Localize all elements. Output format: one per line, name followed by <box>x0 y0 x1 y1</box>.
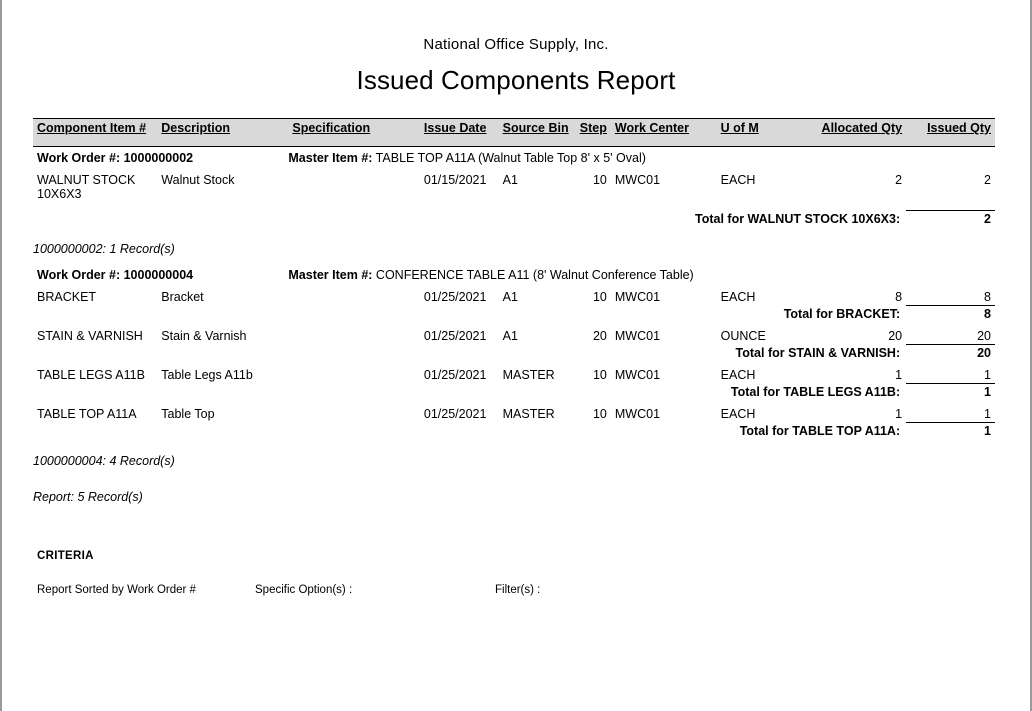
cell-issued-qty: 1 <box>984 368 991 382</box>
criteria-filters: Filter(s) : <box>495 584 541 596</box>
cell-issue-date: 01/25/2021 <box>423 329 487 343</box>
table-row <box>33 362 995 384</box>
work-order-label: Work Order #: 1000000004 <box>37 268 194 282</box>
cell-source-bin: MASTER <box>502 407 555 421</box>
cell-description: Table Legs A11b <box>161 368 253 382</box>
cell-allocated-qty: 8 <box>895 290 903 304</box>
cell-source-bin: MASTER <box>502 368 555 382</box>
total-label: Total for TABLE TOP A11A: <box>739 423 901 438</box>
column-header-specification: Specification <box>288 119 413 147</box>
cell-description: Table Top <box>161 407 215 421</box>
work-order-label: Work Order #: 1000000002 <box>37 151 194 165</box>
cell-specification <box>288 401 413 423</box>
cell-component-item: TABLE TOP A11A <box>37 407 137 421</box>
cell-issue-date: 01/15/2021 <box>423 173 487 187</box>
cell-uom: EACH <box>720 407 756 421</box>
column-header-component-item: Component Item # <box>33 119 157 147</box>
criteria-title: CRITERIA <box>37 550 94 562</box>
cell-component-item: BRACKET <box>37 290 97 304</box>
criteria-section <box>37 550 995 596</box>
cell-issued-qty: 20 <box>977 329 991 343</box>
cell-issue-date: 01/25/2021 <box>423 368 487 382</box>
total-label: Total for STAIN & VARNISH: <box>735 345 901 360</box>
cell-specification <box>288 323 413 345</box>
cell-source-bin: A1 <box>502 290 518 304</box>
company-name: National Office Supply, Inc. <box>423 36 609 53</box>
total-row <box>33 306 995 324</box>
cell-specification <box>288 167 413 202</box>
cell-step: 10 <box>592 290 607 304</box>
criteria-specific-options: Specific Option(s) : <box>255 584 353 596</box>
report-header <box>0 0 1032 96</box>
criteria-sorted-by: Report Sorted by Work Order # <box>37 584 196 596</box>
cell-description: Walnut Stock <box>161 173 235 187</box>
cell-component-item: WALNUT STOCK 10X6X3 <box>37 173 136 201</box>
cell-work-center: MWC01 <box>614 290 661 304</box>
master-item-label: Master Item #: CONFERENCE TABLE A11 (8' Walnut Conference Table) <box>288 268 694 282</box>
total-row <box>33 345 995 363</box>
group-record-count: 1000000004: 4 Record(s) <box>33 454 175 468</box>
cell-step: 10 <box>592 368 607 382</box>
spacer-row <box>33 202 995 211</box>
cell-allocated-qty: 1 <box>895 368 903 382</box>
cell-work-center: MWC01 <box>614 173 661 187</box>
total-row <box>33 211 995 229</box>
table-body <box>33 147 995 513</box>
page-title: Issued Components Report <box>356 65 676 95</box>
cell-specification <box>288 362 413 384</box>
table-header-row <box>33 119 995 147</box>
table-row <box>33 323 995 345</box>
column-header-issue-date: Issue Date <box>414 119 497 147</box>
total-value: 20 <box>906 345 995 363</box>
cell-issued-qty: 1 <box>984 407 991 421</box>
cell-issued-qty: 8 <box>984 290 991 304</box>
cell-uom: EACH <box>720 290 756 304</box>
work-order-header-row <box>33 264 995 284</box>
total-value: 1 <box>906 384 995 402</box>
cell-description: Stain & Varnish <box>161 329 247 343</box>
report-record-count: Report: 5 Record(s) <box>33 490 143 504</box>
cell-issue-date: 01/25/2021 <box>423 290 487 304</box>
report-record-count-row <box>33 476 995 512</box>
cell-allocated-qty: 2 <box>895 173 903 187</box>
column-header-allocated-qty: Allocated Qty <box>794 119 906 147</box>
group-record-count-row <box>33 440 995 476</box>
cell-allocated-qty: 1 <box>895 407 903 421</box>
group-record-count-row <box>33 228 995 264</box>
total-value: 2 <box>906 211 995 229</box>
master-item-prefix: Master Item #: <box>288 268 373 282</box>
cell-uom: EACH <box>720 368 756 382</box>
cell-uom: OUNCE <box>720 329 766 343</box>
column-header-work-center: Work Center <box>611 119 717 147</box>
table-row <box>33 284 995 306</box>
group-record-count: 1000000002: 1 Record(s) <box>33 242 175 256</box>
table-row <box>33 167 995 202</box>
cell-work-center: MWC01 <box>614 368 661 382</box>
total-value: 8 <box>906 306 995 324</box>
cell-component-item: STAIN & VARNISH <box>37 329 143 343</box>
cell-component-item: TABLE LEGS A11B <box>37 368 145 382</box>
criteria-row <box>37 584 995 596</box>
column-header-description: Description <box>157 119 288 147</box>
cell-step: 10 <box>592 173 607 187</box>
column-header-source-bin: Source Bin <box>497 119 572 147</box>
total-label: Total for TABLE LEGS A11B: <box>730 384 901 399</box>
cell-work-center: MWC01 <box>614 329 661 343</box>
master-item-label: Master Item #: TABLE TOP A11A (Walnut Table Top 8' x 5' Oval) <box>288 151 646 165</box>
report-table-wrap <box>33 118 999 512</box>
issued-components-table <box>33 118 995 512</box>
total-label: Total for BRACKET: <box>783 306 901 321</box>
cell-step: 20 <box>592 329 607 343</box>
cell-issued-qty: 2 <box>984 173 991 187</box>
master-item-prefix: Master Item #: <box>288 151 373 165</box>
total-row <box>33 384 995 402</box>
column-header-step: Step <box>572 119 611 147</box>
column-header-issued-qty: Issued Qty <box>906 119 995 147</box>
total-label: Total for WALNUT STOCK 10X6X3: <box>695 211 901 226</box>
cell-uom: EACH <box>720 173 756 187</box>
total-row <box>33 423 995 441</box>
work-order-header-row <box>33 147 995 168</box>
table-head <box>33 119 995 147</box>
cell-source-bin: A1 <box>502 329 518 343</box>
cell-description: Bracket <box>161 290 204 304</box>
column-header-uom: U of M <box>717 119 795 147</box>
cell-allocated-qty: 20 <box>888 329 903 343</box>
cell-work-center: MWC01 <box>614 407 661 421</box>
cell-specification <box>288 284 413 306</box>
table-row <box>33 401 995 423</box>
cell-source-bin: A1 <box>502 173 518 187</box>
cell-step: 10 <box>592 407 607 421</box>
total-value: 1 <box>906 423 995 441</box>
cell-issue-date: 01/25/2021 <box>423 407 487 421</box>
